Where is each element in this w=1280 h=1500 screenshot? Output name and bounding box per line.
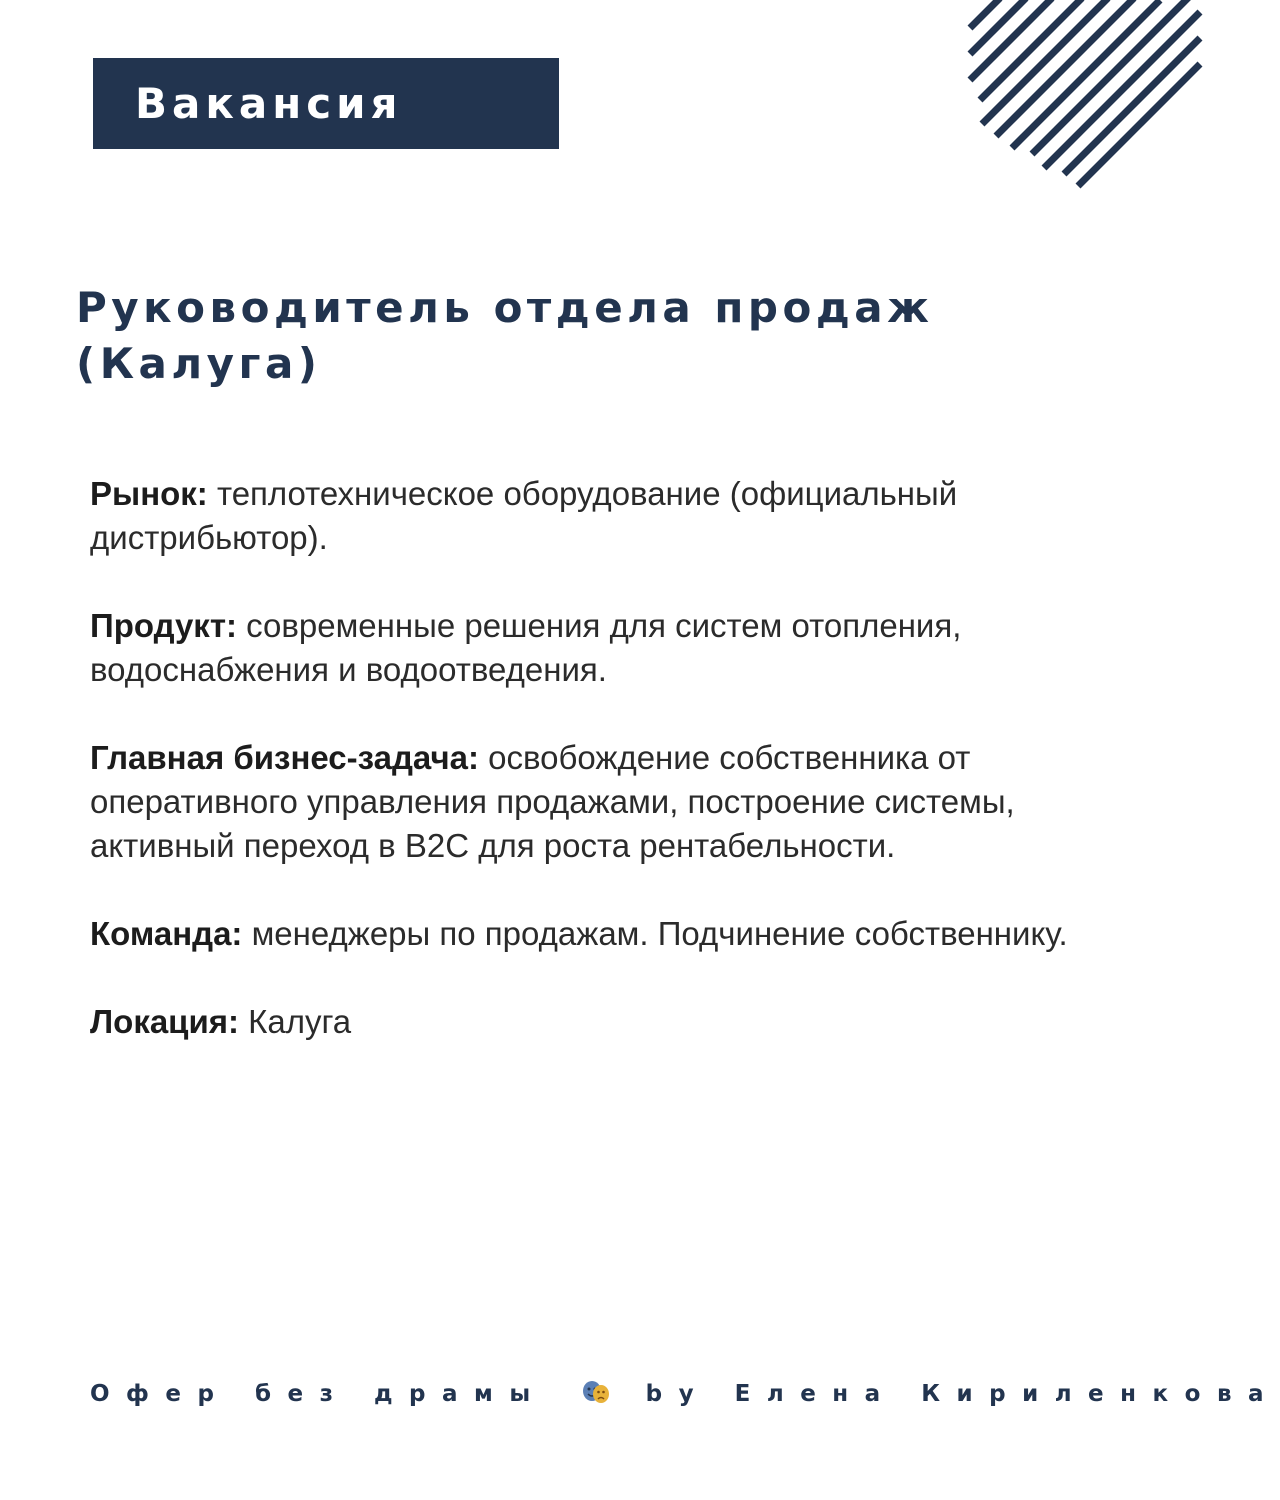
badge-label: Вакансия: [135, 79, 403, 128]
section-label: Локация:: [90, 1003, 239, 1040]
section-label: Продукт:: [90, 607, 237, 644]
section-text: освобождение собственника от оперативного управления продажами, построение системы, активный переход в B2C для роста рентабельности.: [90, 739, 1015, 864]
section-location: [90, 1000, 1090, 1044]
vacancy-title: Руководитель отдела продаж (Калуга): [76, 283, 934, 388]
section-text: современные решения для систем отопления, водоснабжения и водоотведения.: [90, 607, 962, 688]
footer-signature: [90, 1380, 1280, 1407]
section-market: [90, 472, 1090, 560]
section-label: Главная бизнес-задача:: [90, 739, 479, 776]
section-product: [90, 604, 1090, 692]
vacancy-badge: [93, 58, 559, 149]
section-text: Калуга: [239, 1003, 352, 1040]
section-text: теплотехническое оборудование (официальный дистрибьютор).: [90, 475, 958, 556]
footer-text-after: by Елена Кириленкова: [645, 1381, 1280, 1407]
diagonal-stripes-decoration: [960, 0, 1200, 200]
section-text: менеджеры по продажам. Подчинение собственнику.: [242, 915, 1068, 952]
section-label: Рынок:: [90, 475, 208, 512]
vacancy-details: [90, 472, 1090, 1088]
footer-text-before: Офер без драмы: [90, 1381, 547, 1407]
section-business-task: [90, 736, 1090, 868]
section-label: Команда:: [90, 915, 243, 952]
section-team: [90, 912, 1090, 956]
theater-masks-icon: [581, 1380, 611, 1404]
